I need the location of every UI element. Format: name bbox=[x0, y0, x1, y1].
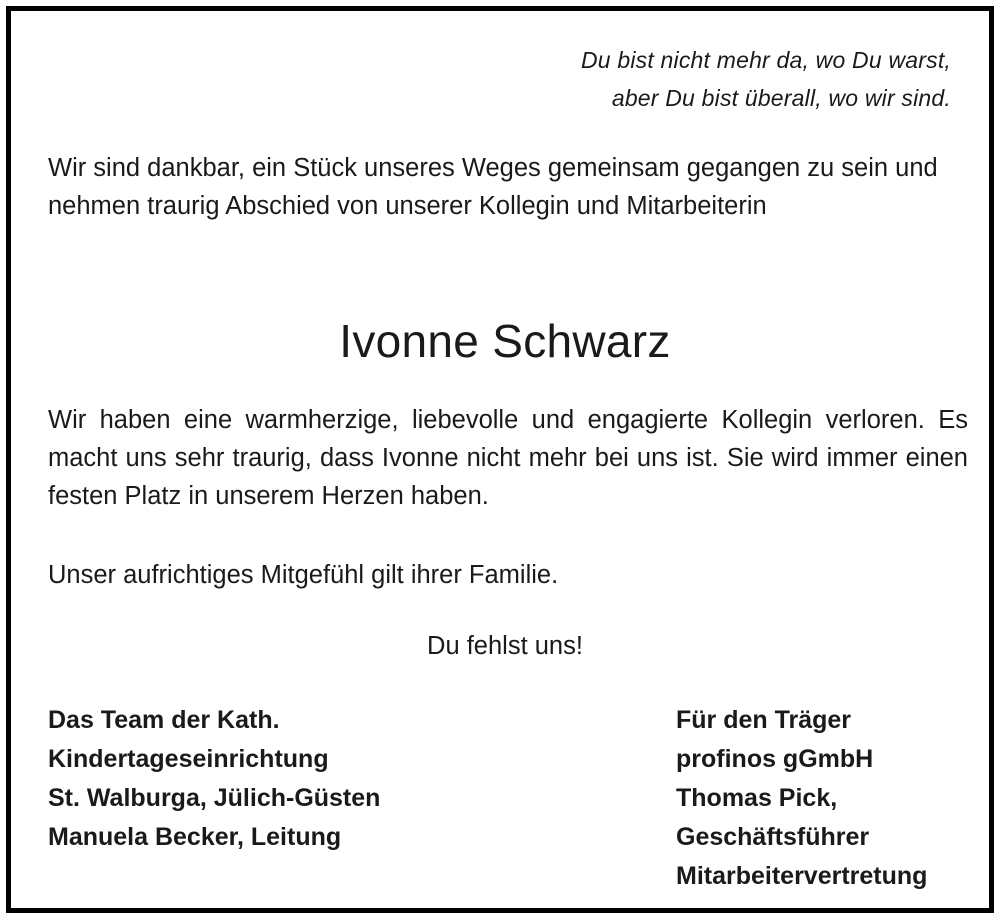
deceased-name: Ivonne Schwarz bbox=[339, 315, 671, 367]
motto-line-2: aber Du bist überall, wo wir sind. bbox=[611, 85, 951, 111]
motto-quote bbox=[581, 41, 951, 117]
signature-left-line: Kindertageseinrichtung bbox=[48, 745, 329, 773]
signature-right-line: Geschäftsführer bbox=[676, 823, 870, 851]
body-paragraph-1 bbox=[48, 401, 968, 515]
intro-paragraph bbox=[48, 149, 968, 225]
closing-line: Du fehlst uns! bbox=[427, 632, 583, 660]
obituary-notice bbox=[6, 6, 994, 913]
signature-left-line: Manuela Becker, Leitung bbox=[48, 823, 342, 851]
body-paragraph-1-text: Wir haben eine warmherzige, liebevolle und engagierte Kollegin verloren. Es macht uns sehr traurig, dass Ivonne nicht mehr bei uns ist. Sie wird immer einen festen Platz in unserem Herzen haben. bbox=[48, 406, 968, 510]
signature-left-line: St. Walburga, Jülich-Güsten bbox=[48, 784, 381, 812]
intro-text: Wir sind dankbar, ein Stück unseres Weges gemeinsam gegangen zu sein und nehmen traurig Abschied von unserer Kollegin und Mitarbeiterin bbox=[48, 154, 938, 220]
body-paragraph-2-text: Unser aufrichtiges Mitgefühl gilt ihrer Familie. bbox=[48, 561, 559, 589]
body-paragraph-2 bbox=[48, 556, 968, 594]
signature-right-line: Für den Träger bbox=[676, 706, 852, 734]
signature-right bbox=[676, 701, 927, 896]
signature-right-line: Thomas Pick, bbox=[676, 784, 838, 812]
signature-left-line: Das Team der Kath. bbox=[48, 706, 280, 734]
motto-line-1: Du bist nicht mehr da, wo Du warst, bbox=[580, 47, 951, 73]
signature-left bbox=[48, 701, 380, 857]
signature-right-line: profinos gGmbH bbox=[676, 745, 874, 773]
signature-right-line: Mitarbeitervertretung bbox=[676, 862, 928, 890]
